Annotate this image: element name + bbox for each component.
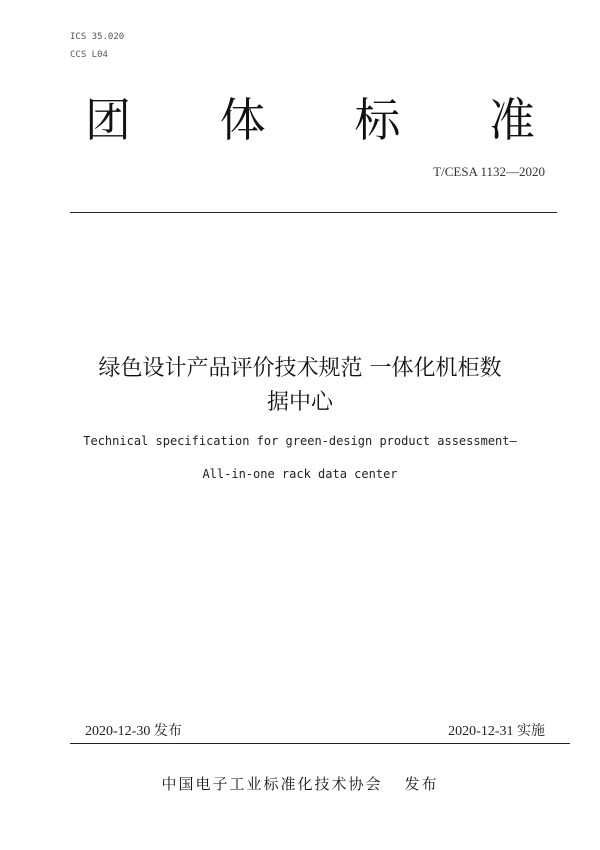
ics-code: ICS 35.020 (70, 32, 125, 42)
publisher-line (60, 773, 540, 794)
standard-type-char: 团 (85, 93, 131, 147)
chinese-title-line-2: 据中心 (266, 390, 333, 415)
chinese-title (60, 352, 540, 420)
standard-type-char: 体 (219, 93, 266, 147)
implementation-date: 2020-12-31 实施 (448, 724, 545, 739)
standard-type-heading (85, 92, 535, 148)
standard-type-char: 标 (354, 93, 401, 147)
english-title-line-2: All-in-one rack data center (202, 467, 398, 481)
chinese-title-line-1: 绿色设计产品评价技术规范 一体化机柜数 (98, 356, 502, 381)
english-title-line-1: Technical specification for green-design product assessment— (83, 434, 517, 448)
release-date: 2020-12-30 发布 (85, 724, 182, 739)
bottom-divider (70, 743, 570, 744)
standard-number: T/CESA 1132—2020 (433, 164, 545, 179)
top-divider (70, 212, 557, 213)
publish-word: 发布 (404, 775, 439, 793)
publisher-name: 中国电子工业标准化技术协会 (161, 775, 383, 793)
classification-codes (70, 28, 124, 64)
ccs-code: CCS L04 (70, 50, 108, 60)
standard-type-char: 准 (488, 93, 535, 147)
